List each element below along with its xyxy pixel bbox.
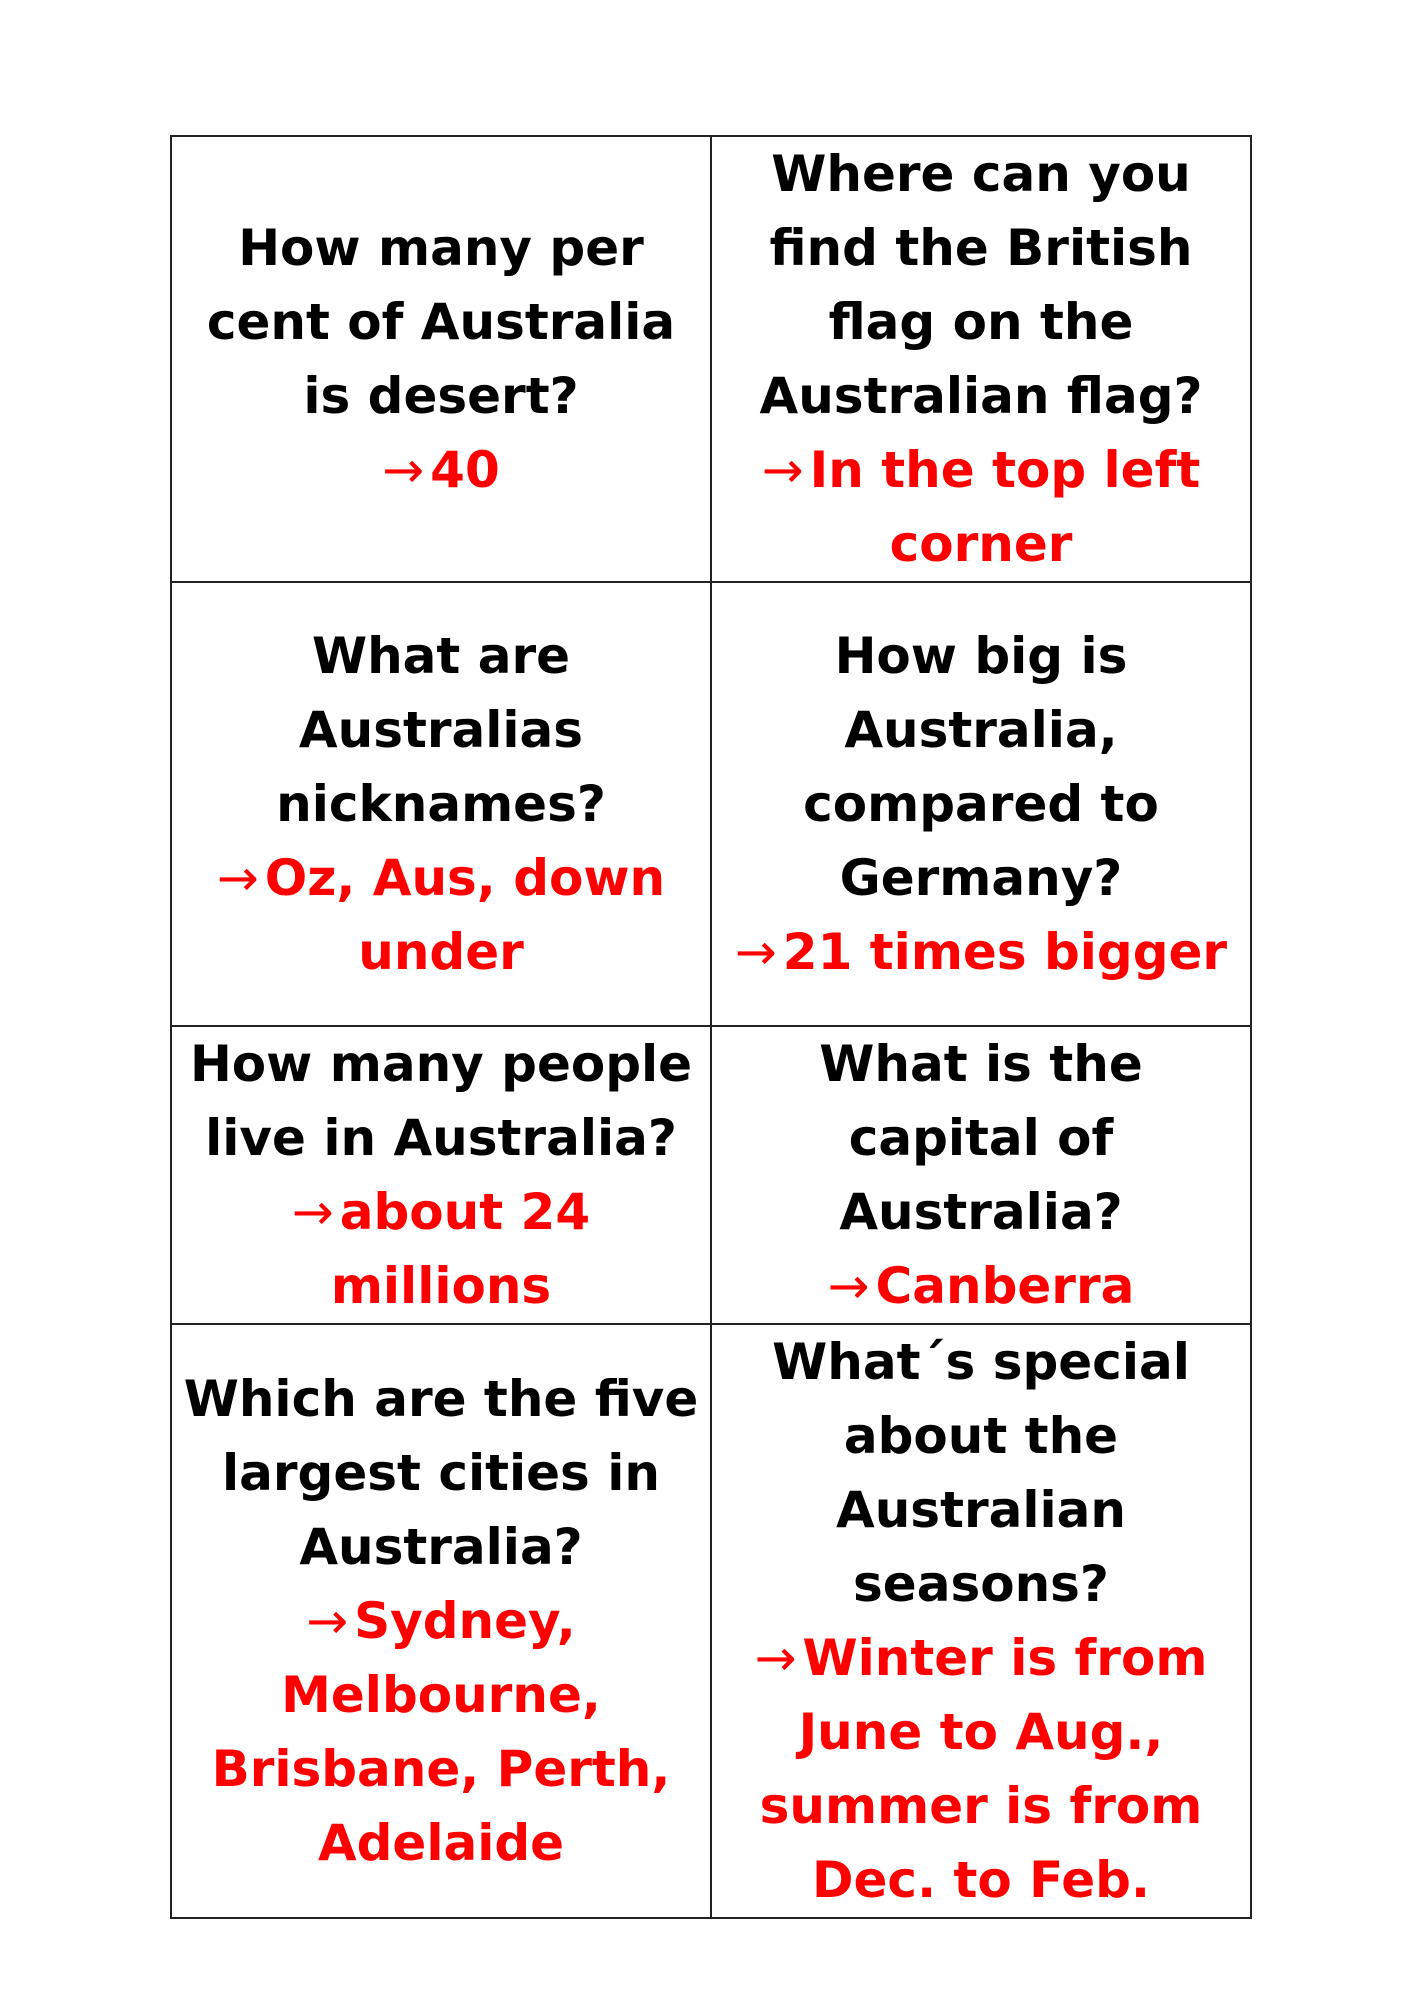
card-row: [171, 1026, 1251, 1324]
card-answer-line: [182, 841, 700, 989]
card-answer-line: [722, 915, 1240, 989]
card-row: [171, 582, 1251, 1026]
card-question: What is the capital of Australia?: [819, 1035, 1143, 1241]
card-answer: In the top left corner: [809, 441, 1201, 573]
card-question: What are Australias nicknames?: [276, 627, 606, 833]
arrow-right-icon: →: [306, 1592, 349, 1650]
card-answer: Canberra: [875, 1257, 1135, 1315]
card-answer-line: [182, 433, 700, 507]
quiz-card: [171, 582, 711, 1026]
quiz-card: [171, 136, 711, 582]
quiz-card: [711, 582, 1251, 1026]
card-answer: Sydney, Melbourne, Brisbane, Perth, Adelaide: [211, 1592, 671, 1872]
arrow-right-icon: →: [382, 441, 425, 499]
card-question: How many per cent of Australia is desert?: [206, 219, 676, 425]
card-answer-line: [182, 1584, 700, 1880]
arrow-right-icon: →: [291, 1183, 334, 1241]
quiz-card: [711, 1324, 1251, 1918]
card-answer-line: [722, 1249, 1240, 1323]
arrow-right-icon: →: [734, 923, 777, 981]
card-answer-line: [722, 1621, 1240, 1917]
quiz-card-grid: [170, 135, 1252, 1919]
card-row: [171, 1324, 1251, 1918]
arrow-right-icon: →: [827, 1257, 870, 1315]
card-answer-line: [722, 433, 1240, 581]
card-answer-line: [182, 1175, 700, 1323]
card-answer: Oz, Aus, down under: [264, 849, 666, 981]
card-answer: 21 times bigger: [782, 923, 1228, 981]
card-question: How big is Australia, compared to Germany?: [803, 627, 1159, 907]
card-answer: Winter is from June to Aug., summer is from Dec. to Feb.: [759, 1629, 1208, 1909]
arrow-right-icon: →: [761, 441, 804, 499]
quiz-card: [711, 1026, 1251, 1324]
card-question: Which are the five largest cities in Australia?: [183, 1370, 699, 1576]
arrow-right-icon: →: [216, 849, 259, 907]
card-answer: about 24 millions: [330, 1183, 591, 1315]
quiz-card: [171, 1324, 711, 1918]
card-question: Where can you find the British flag on the Australian flag?: [759, 145, 1203, 425]
quiz-card: [711, 136, 1251, 582]
card-answer: 40: [430, 441, 500, 499]
card-row: [171, 136, 1251, 582]
quiz-card: [171, 1026, 711, 1324]
card-question: What´s special about the Australian seasons?: [772, 1333, 1190, 1613]
arrow-right-icon: →: [754, 1629, 797, 1687]
card-question: How many people live in Australia?: [189, 1035, 693, 1167]
